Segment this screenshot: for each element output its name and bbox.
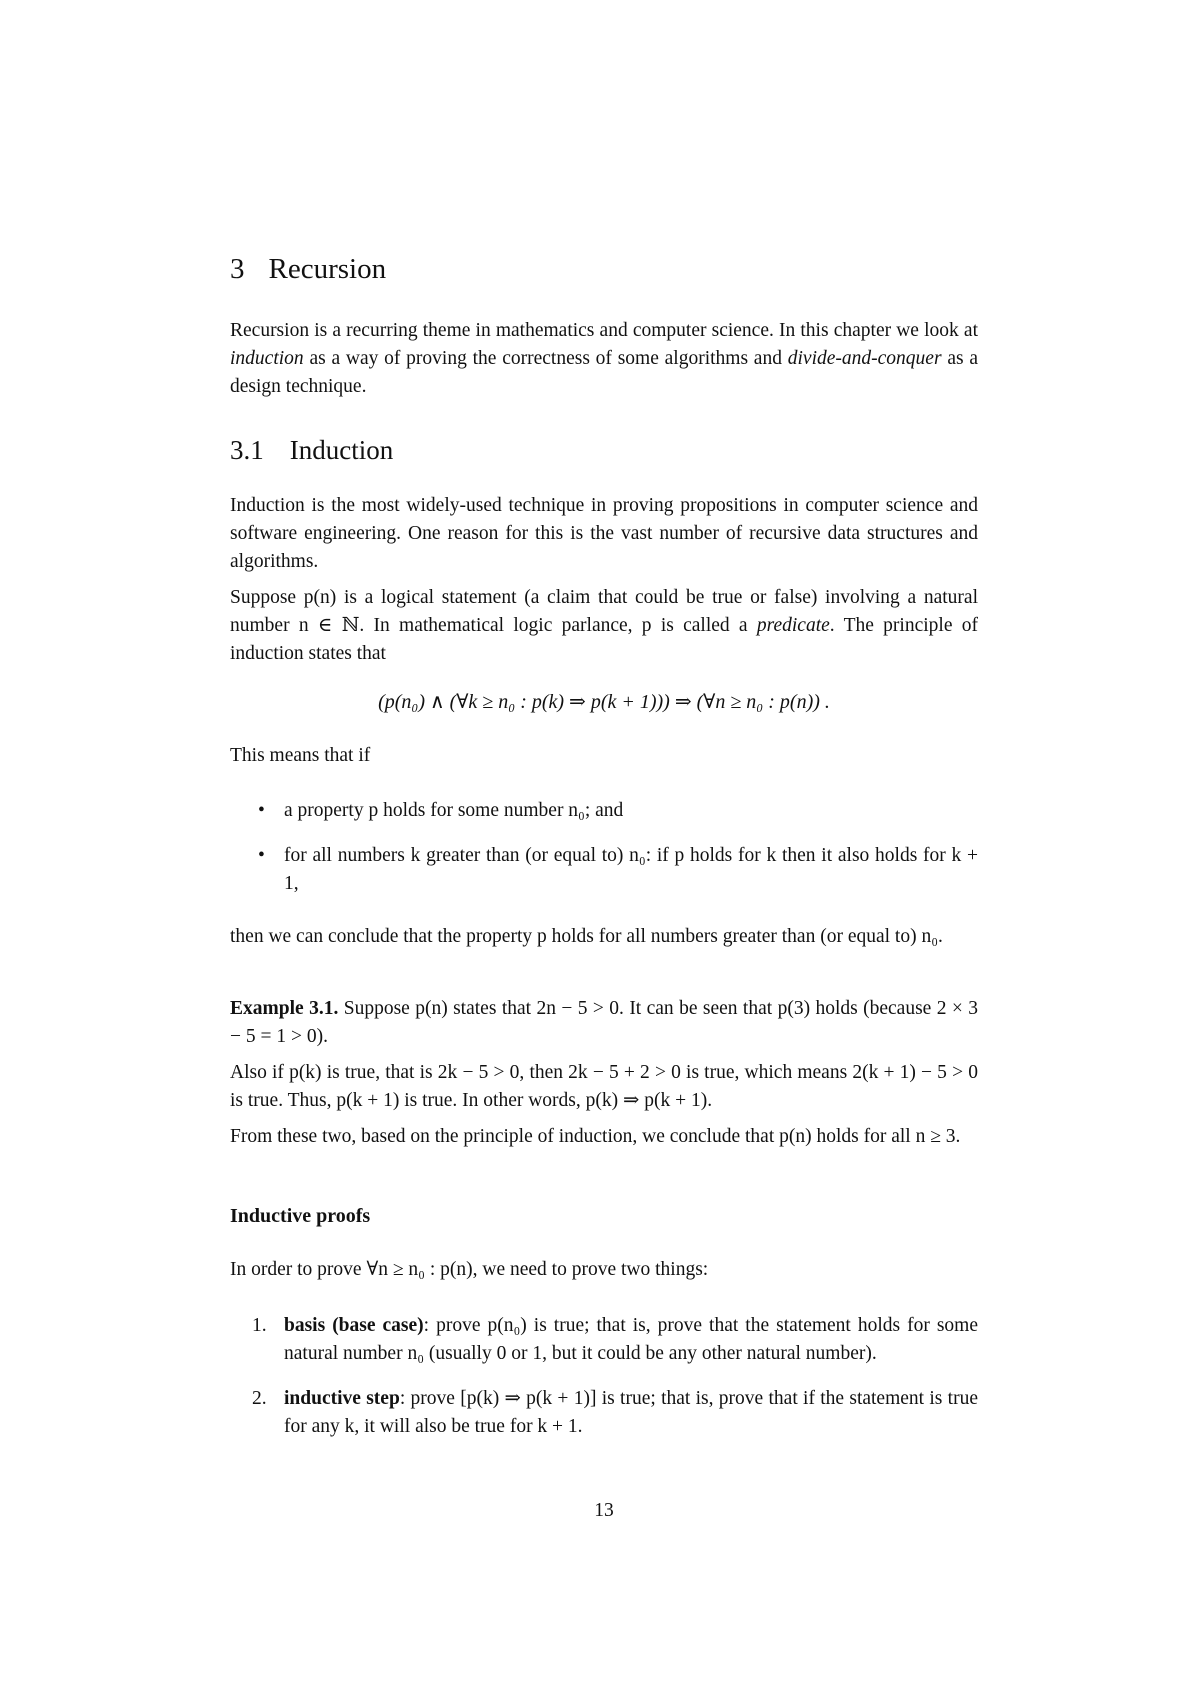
example-paragraph-1 <box>230 995 978 1051</box>
chapter-title: Recursion <box>268 253 387 285</box>
list-item-text: a property p holds for some number n₀; and <box>284 800 624 821</box>
chapter-heading <box>230 252 386 286</box>
list-item <box>230 797 978 825</box>
list-marker: 1. <box>252 1315 267 1336</box>
chapter-number: 3 <box>230 253 245 285</box>
chapter-intro <box>230 317 978 401</box>
step-text: : prove [p(k) ⇒ p(k + 1)] is true; that is, prove that if the statement is true for any k, it will also be true for k + 1. <box>284 1388 978 1437</box>
list-marker: 2. <box>252 1388 267 1409</box>
chapter-intro-text: Recursion is a recurring theme in mathematics and computer science. In this chapter we look at <box>230 320 978 341</box>
step-label: inductive step <box>284 1388 400 1409</box>
list-item <box>230 842 978 898</box>
inductive-proof-steps <box>230 1312 978 1458</box>
induction-formula: (p(n₀) ∧ (∀k ≥ n₀ : p(k) ⇒ p(k + 1))) ⇒ (∀n ≥ n₀ : p(n)) . <box>378 691 830 713</box>
section-heading <box>230 434 393 466</box>
list-item <box>230 1385 978 1441</box>
conclusion-paragraph: then we can conclude that the property p holds for all numbers greater than (or equal to) n₀. <box>230 926 943 947</box>
this-means-text: This means that if <box>230 745 371 766</box>
document-page <box>230 0 978 1696</box>
section-paragraph-2 <box>230 584 978 668</box>
induction-bullet-list <box>230 797 978 915</box>
chapter-intro-text: as a way of proving the correctness of some algorithms and <box>303 348 788 369</box>
list-item <box>230 1312 978 1368</box>
paragraph-text: Suppose p(n) is a logical statement (a claim that could be true or false) involving a natural number n ∈ ℕ. In mathematical logic parlance, p is called a <box>230 587 978 636</box>
bullet-marker: • <box>258 845 265 866</box>
subsection-heading: Inductive proofs <box>230 1205 371 1227</box>
step-label: basis (base case) <box>284 1315 424 1336</box>
step-text: : prove p(n₀) is true; that is, prove that the statement holds for some natural number n₀ (usually 0 or 1, but it could be any other natural number). <box>284 1315 978 1364</box>
bullet-marker: • <box>258 800 265 821</box>
chapter-intro-text: as a design technique. <box>230 348 978 397</box>
subsection-intro: In order to prove ∀n ≥ n₀ : p(n), we need to prove two things: <box>230 1259 709 1280</box>
example-paragraph-3: From these two, based on the principle of induction, we conclude that p(n) holds for all n ≥ 3. <box>230 1126 961 1147</box>
page-number: 13 <box>594 1500 614 1521</box>
example-label: Example 3.1. <box>230 998 339 1019</box>
chapter-intro-emphasis-induction: induction <box>230 348 304 369</box>
section-paragraph-1: Induction is the most widely-used technique in proving propositions in computer science and software engineering. One reason for this is the vast number of recursive data structures and algorithms. <box>230 495 978 572</box>
list-item-text: for all numbers k greater than (or equal to) n₀: if p holds for k then it also holds for k + 1, <box>284 845 978 894</box>
emphasis-predicate: predicate <box>756 615 830 636</box>
chapter-intro-emphasis-divide: divide-and-conquer <box>787 348 942 369</box>
example-text: Suppose p(n) states that 2n − 5 > 0. It can be seen that p(3) holds (because 2 × 3 − 5 = 1 > 0). <box>230 998 979 1047</box>
section-number: 3.1 <box>230 435 264 465</box>
section-title: Induction <box>289 435 394 465</box>
paragraph-text: . The principle of induction states that <box>230 615 978 664</box>
example-paragraph-2: Also if p(k) is true, that is 2k − 5 > 0, then 2k − 5 + 2 > 0 is true, which means 2(k + 1) − 5 > 0 is true. Thus, p(k + 1) is true. In other words, p(k) ⇒ p(k + 1). <box>230 1062 978 1111</box>
